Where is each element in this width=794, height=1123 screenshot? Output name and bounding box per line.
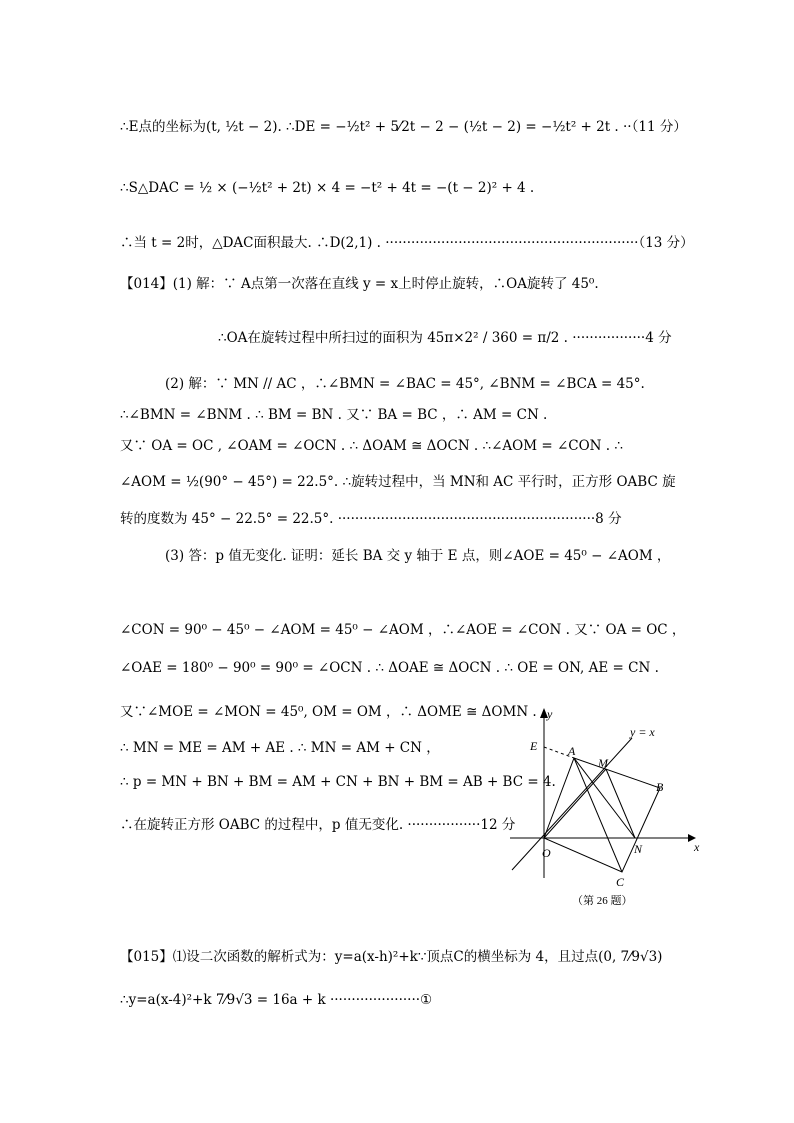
line-014-part1: 【014】(1) 解：∵ A点第一次落在直线 y = x上时停止旋转，∴OA旋转了 45⁰.	[120, 276, 599, 292]
line-oae: ∠OAE = 180⁰ − 90⁰ = 90⁰ = ∠OCN . ∴ ΔOAE ≅ ΔOCN . ∴ OE = ON, AE = CN .	[120, 660, 659, 676]
label-y-equals-x: y = x	[630, 725, 655, 739]
line-bm-bn: ∴∠BMN = ∠BNM . ∴ BM = BN . 又∵ BA = BC ，∴ AM = CN .	[120, 407, 548, 423]
line-area-formula: ∴S△DAC = ½ × (−½t² + 2t) × 4 = −t² + 4t = −(t − 2)² + 4 .	[120, 180, 535, 196]
label-c: C	[616, 875, 625, 889]
line-max-area: ∴当 t = 2时，△DAC面积最大. ∴D(2,1) . ···························································（13 分）	[120, 235, 694, 251]
label-x: x	[694, 840, 700, 854]
line-014-part2: (2) 解：∵ MN // AC ，∴∠BMN = ∠BAC = 45°, ∠BNM = ∠BCA = 45°.	[165, 376, 645, 392]
line-aom-value: ∠AOM = ½(90° − 45°) = 22.5°. ∴旋转过程中，当 MN和 AC 平行时，正方形 OABC 旋	[120, 474, 676, 490]
line-015-part1: 【015】⑴设二次函数的解析式为：y=a(x-h)²+k∵顶点C的横坐标为 4，且过点(0, 7⁄9√3)	[120, 949, 663, 965]
line-congruent-oam: 又∵ OA = OC , ∠OAM = ∠OCN . ∴ ΔOAM ≅ ΔOCN . ∴∠AOM = ∠CON . ∴	[120, 438, 623, 454]
geometry-figure	[500, 700, 710, 915]
line-e-coordinate: ∴E点的坐标为(t, ½t − 2). ∴DE = −½t² + 5⁄2t − 2 − (½t − 2) = −½t² + 2t . ··（11 分）	[120, 119, 687, 135]
label-a: A	[568, 744, 576, 758]
figure-caption: （第 26 题）	[572, 895, 633, 907]
line-014-part3: (3) 答：p 值无变化. 证明：延长 BA 交 y 轴于 E 点，则∠AOE = 45⁰ − ∠AOM ，	[165, 548, 671, 564]
label-m: M	[598, 756, 608, 770]
label-e: E	[530, 739, 538, 753]
line-p-value: ∴ p = MN + BN + BM = AM + CN + BN + BM = AB + BC = 4.	[120, 774, 556, 790]
segment-om	[544, 769, 606, 838]
line-con: ∠CON = 90⁰ − 45⁰ − ∠AOM = 45⁰ − ∠AOM ，∴∠AOE = ∠CON . 又∵ OA = OC ，	[120, 622, 686, 638]
segment-mn	[606, 769, 635, 838]
line-swept-area: ∴OA在旋转过程中所扫过的面积为 45π×2² / 360 = π/2 . ·················4 分	[218, 330, 672, 346]
label-o: O	[542, 846, 551, 860]
label-n: N	[634, 842, 643, 856]
line-015-equation: ∴y=a(x-4)²+k 7⁄9√3 = 16a + k ·····················①	[120, 992, 433, 1008]
line-conclusion: ∴在旋转正方形 OABC 的过程中，p 值无变化. ·················12 分	[120, 817, 516, 833]
label-b: B	[656, 780, 664, 794]
label-y: y	[547, 707, 553, 721]
line-ome: 又∵∠MOE = ∠MON = 45⁰, OM = OM ，∴ ΔOME ≅ ΔOMN .	[120, 704, 537, 720]
line-mn: ∴ MN = ME = AM + AE . ∴ MN = AM + CN ，	[120, 740, 440, 756]
line-rotation-degree: 转的度数为 45° − 22.5° = 22.5°. ····························································8 分	[120, 511, 622, 527]
